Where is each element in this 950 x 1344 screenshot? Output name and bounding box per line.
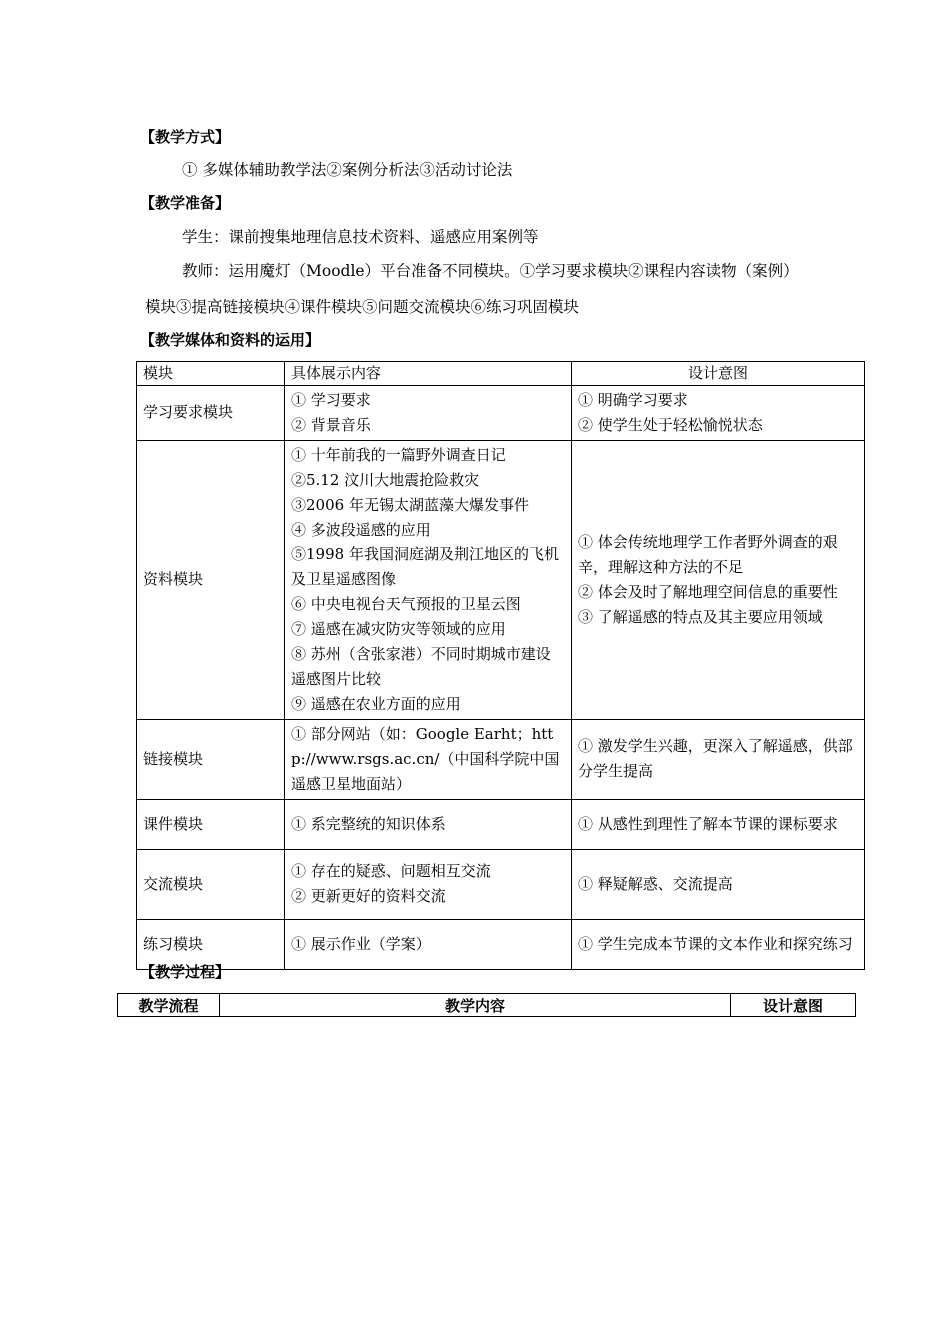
content-item: ⑥ 中央电视台天气预报的卫星云图	[291, 595, 521, 614]
intent-item: ① 体会传统地理学工作者野外调查的艰辛，理解这种方法的不足	[578, 532, 838, 576]
intent-item: ① 学生完成本节课的文本作业和探究练习	[578, 934, 853, 953]
intent-cell	[572, 799, 865, 849]
intent-item: ① 从感性到理性了解本节课的课标要求	[578, 814, 838, 833]
content-item: ④ 多波段遥感的应用	[291, 520, 431, 539]
content-item: ② 背景音乐	[291, 415, 371, 434]
intent-item: ① 激发学生兴趣，更深入了解遥感，供部分学生提高	[578, 737, 853, 781]
teaching-process-table	[117, 993, 856, 1017]
media-usage-heading: 【教学媒体和资料的运用】	[140, 331, 321, 349]
intent-item: ① 释疑解惑、交流提高	[578, 874, 733, 893]
intent-cell	[572, 719, 865, 799]
content-item: ⑧ 苏州（含张家港）不同时期城市建设遥感图片比较	[291, 645, 551, 688]
intent-cell	[572, 849, 865, 919]
content-item: ① 部分网站（如：Google Earht；http://www.rsgs.ac.cn/（中国科学院中国遥感卫星地面站）	[291, 724, 560, 793]
intent-item: ① 明确学习要求	[578, 391, 688, 409]
student-preparation: 学生：课前搜集地理信息技术资料、遥感应用案例等	[182, 228, 539, 246]
teaching-method-heading: 【教学方式】	[140, 128, 231, 146]
table-row	[137, 440, 865, 719]
table-row	[137, 849, 865, 919]
header-content: 教学内容	[220, 994, 731, 1017]
intent-item: ② 体会及时了解地理空间信息的重要性	[578, 582, 838, 601]
content-item: ① 展示作业（学案）	[291, 934, 431, 953]
teaching-method-content: ① 多媒体辅助教学法②案例分析法③活动讨论法	[182, 161, 513, 179]
teaching-preparation-heading: 【教学准备】	[140, 194, 231, 212]
content-item: ① 十年前我的一篇野外调查日记	[291, 445, 506, 464]
media-usage-table	[136, 361, 865, 970]
table-header-row	[118, 994, 856, 1017]
module-name: 学习要求模块	[137, 386, 285, 441]
header-intent: 设计意图	[572, 362, 865, 386]
table-row	[137, 919, 865, 969]
intent-cell	[572, 386, 865, 441]
intent-item: ② 使学生处于轻松愉悦状态	[578, 415, 763, 434]
content-cell	[285, 799, 572, 849]
teacher-preparation-line2: 模块③提高链接模块④课件模块⑤问题交流模块⑥练习巩固模块	[145, 298, 580, 316]
table-row	[137, 799, 865, 849]
intent-item: ③ 了解遥感的特点及其主要应用领域	[578, 607, 823, 626]
table-row	[137, 719, 865, 799]
intent-cell	[572, 440, 865, 719]
content-cell	[285, 440, 572, 719]
module-name: 链接模块	[137, 719, 285, 799]
intent-cell	[572, 919, 865, 969]
table-row	[137, 386, 865, 441]
content-item: ② 更新更好的资料交流	[291, 887, 446, 905]
header-content: 具体展示内容	[285, 362, 572, 386]
content-item: ⑨ 遥感在农业方面的应用	[291, 694, 461, 713]
header-intent: 设计意图	[731, 994, 856, 1017]
content-item: ⑤1998 年我国洞庭湖及荆江地区的飞机及卫星遥感图像	[291, 545, 559, 589]
content-item: ②5.12 汶川大地震抢险救灾	[291, 470, 480, 489]
module-name: 课件模块	[137, 799, 285, 849]
content-item: ① 存在的疑惑、问题相互交流	[291, 862, 491, 881]
content-cell	[285, 386, 572, 441]
header-flow: 教学流程	[118, 994, 220, 1017]
content-cell	[285, 919, 572, 969]
content-cell	[285, 849, 572, 919]
module-name: 交流模块	[137, 849, 285, 919]
content-item: ① 学习要求	[291, 391, 371, 409]
module-name: 资料模块	[137, 440, 285, 719]
table-header-row	[137, 362, 865, 386]
module-name: 练习模块	[137, 919, 285, 969]
content-cell	[285, 719, 572, 799]
header-module: 模块	[137, 362, 285, 386]
teaching-process-heading: 【教学过程】	[140, 963, 231, 981]
teacher-preparation-line1: 教师：运用魔灯（Moodle）平台准备不同模块。①学习要求模块②课程内容读物（案例）	[182, 262, 799, 280]
content-item: ③2006 年无锡太湖蓝藻大爆发事件	[291, 495, 529, 514]
content-item: ① 系完整统的知识体系	[291, 814, 446, 833]
content-item: ⑦ 遥感在减灾防灾等领域的应用	[291, 620, 506, 639]
